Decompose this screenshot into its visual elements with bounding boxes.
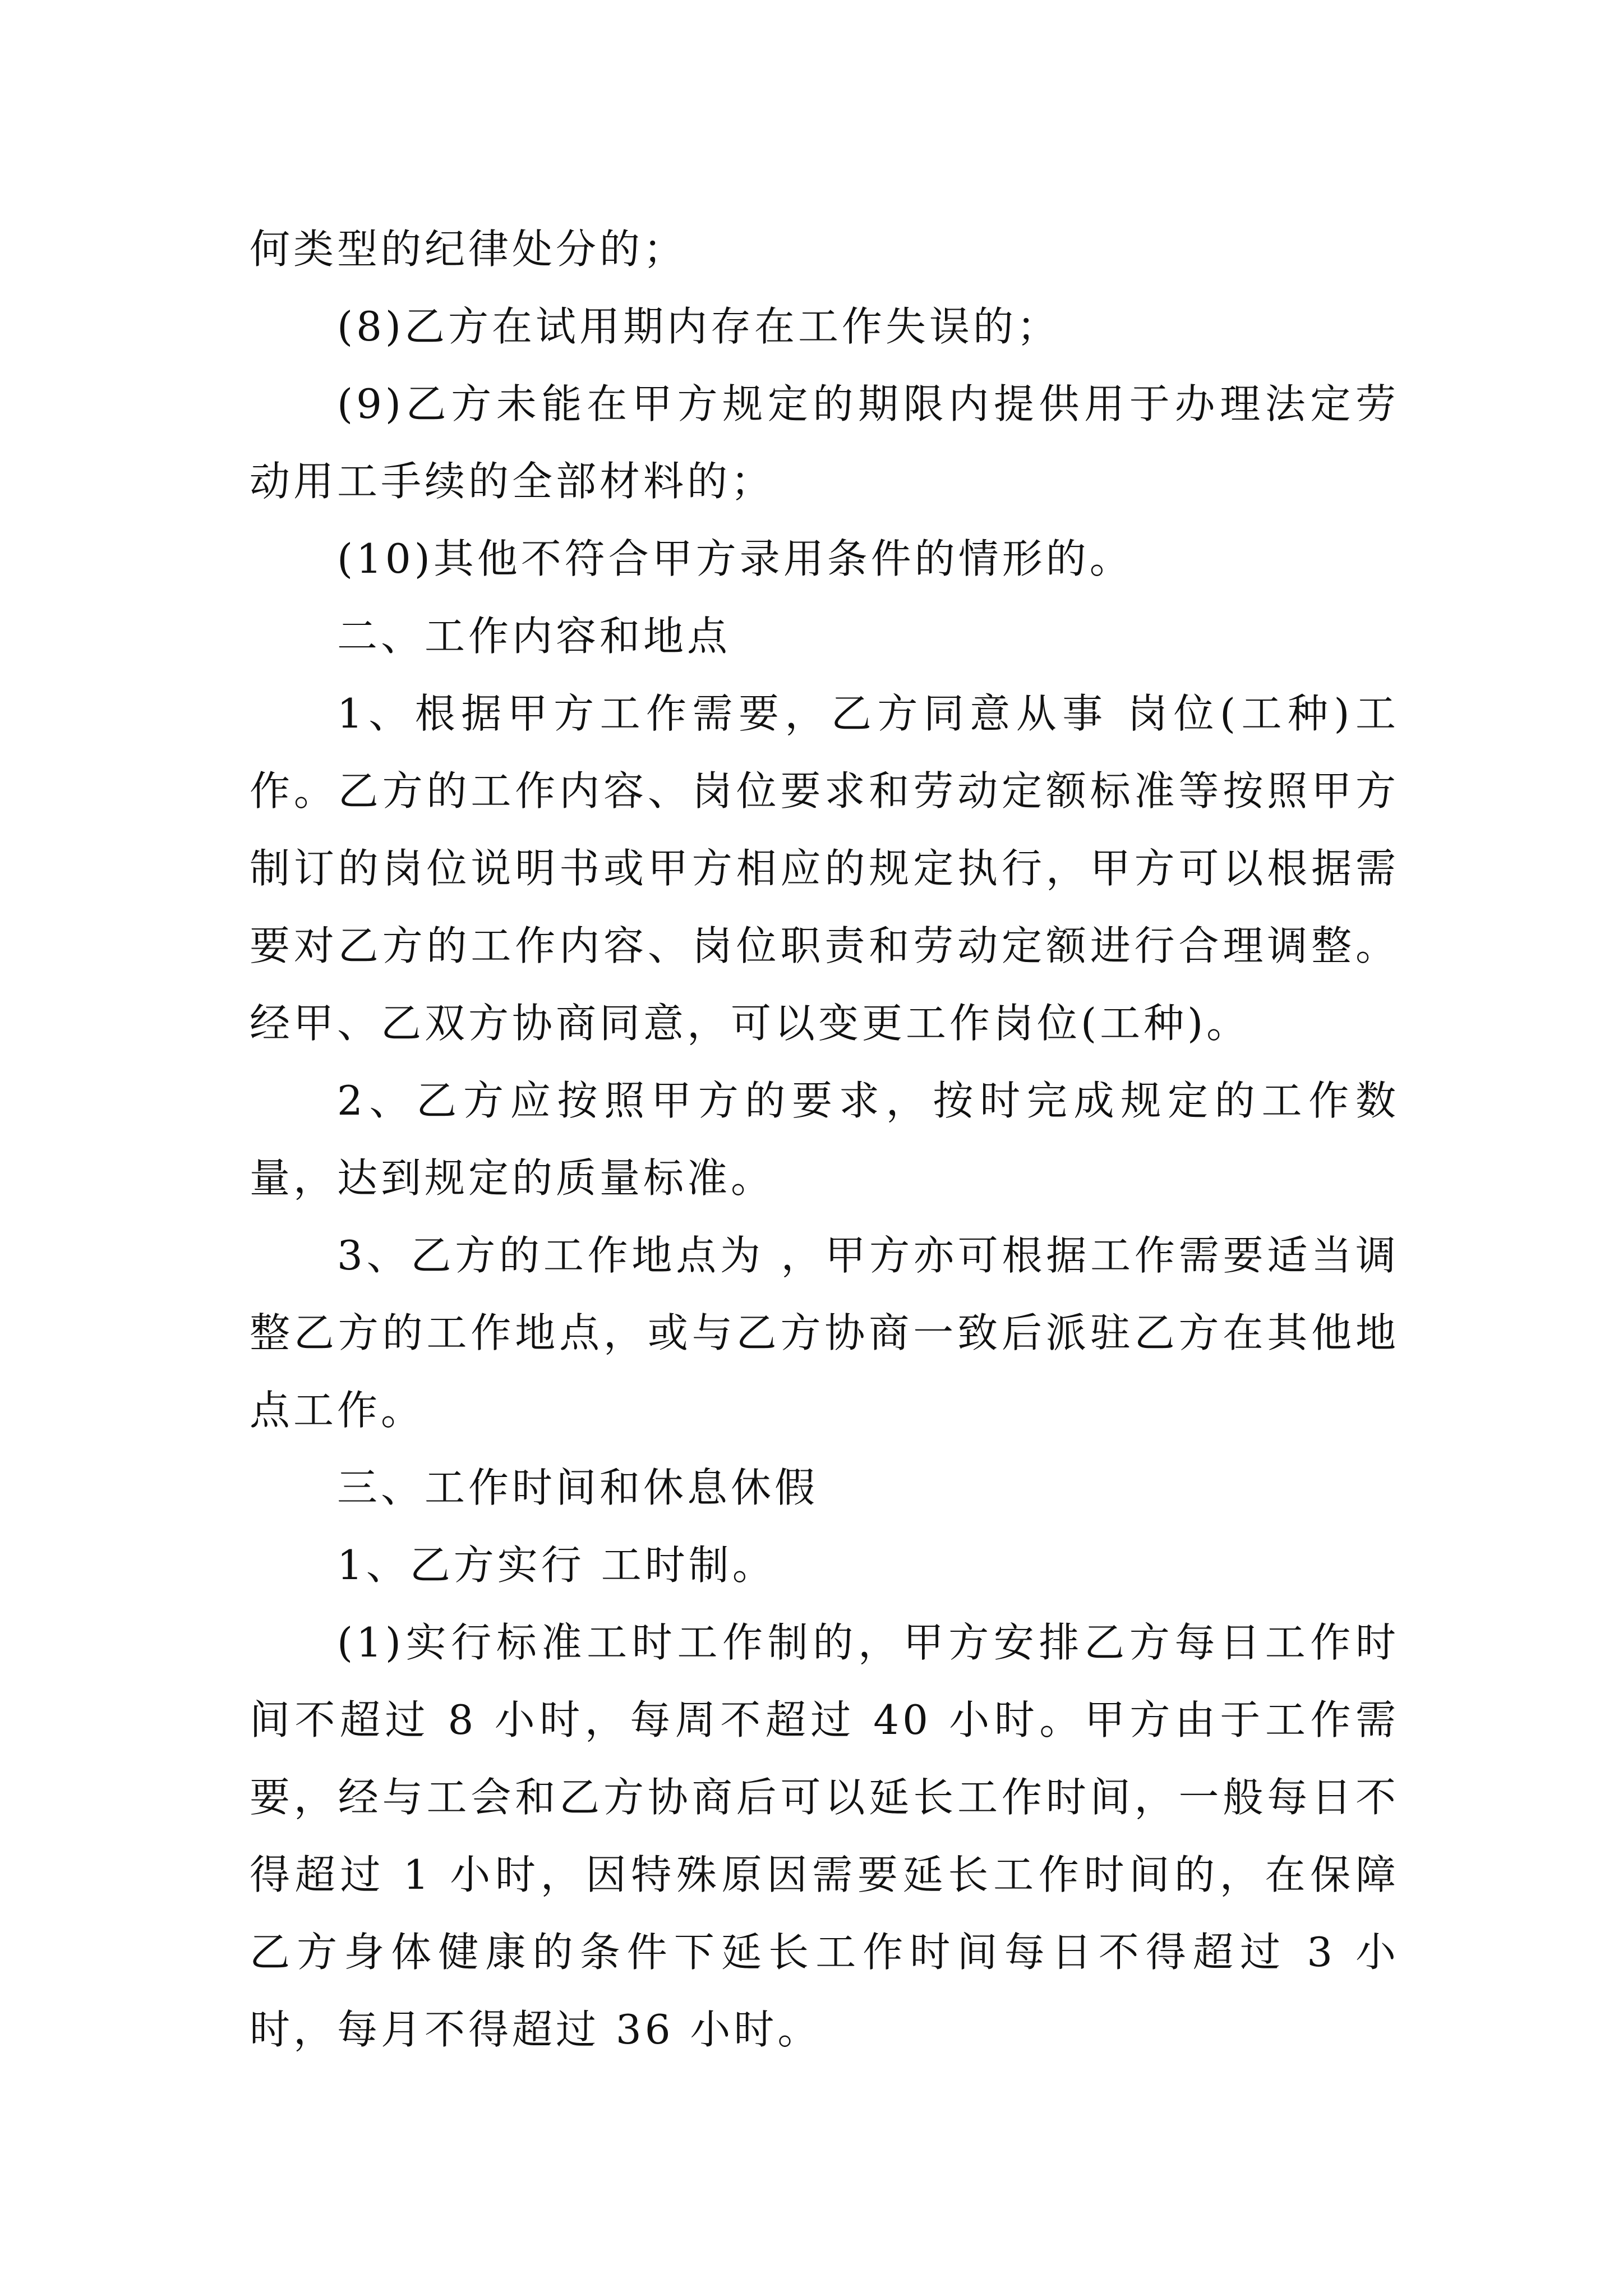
paragraph-clause-3-location: 3、乙方的工作地点为 ，甲方亦可根据工作需要适当调整乙方的工作地点，或与乙方协商一致后派驻乙方在其他地点工作。	[250, 1232, 1399, 1434]
section-heading-working-hours: 三、工作时间和休息休假	[337, 1464, 819, 1511]
paragraph-standard-hours: (1)实行标准工时工作制的，甲方安排乙方每日工作时间不超过 8 小时，每周不超过 40 小时。甲方由于工作需要，经与工会和乙方协商后可以延长工作时间，一般每日不得超过 1 小时，因特殊原因需要延长工作时间的，在保障乙方身体健康的条件下延长工作时间每日不得超过 3 小时，每月不得超过 36 小时。	[250, 1619, 1399, 2053]
paragraph-item-10: (10)其他不符合甲方录用条件的情形的。	[337, 535, 1133, 582]
paragraph-item-8: (8)乙方在试用期内存在工作失误的；	[337, 303, 1061, 350]
paragraph-hours-clause-1: 1、乙方实行 工时制。	[337, 1542, 776, 1589]
paragraph-disciplinary-continuation: 何类型的纪律处分的；	[250, 226, 688, 273]
paragraph-clause-2-quality: 2、乙方应按照甲方的要求，按时完成规定的工作数量，达到规定的质量标准。	[250, 1077, 1399, 1202]
paragraph-item-9: (9)乙方未能在甲方规定的期限内提供用于办理法定劳动用工手续的全部材料的；	[250, 380, 1399, 505]
section-heading-work-content: 二、工作内容和地点	[337, 613, 731, 660]
paragraph-clause-1-position: 1、根据甲方工作需要，乙方同意从事 岗位(工种)工作。乙方的工作内容、岗位要求和劳动定额标准等按照甲方制订的岗位说明书或甲方相应的规定执行，甲方可以根据需要对乙方的工作内容、岗位职责和劳动定额进行合理调整。经甲、乙双方协商同意，可以变更工作岗位(工种)。	[250, 690, 1399, 1047]
document-body	[250, 210, 1399, 2068]
